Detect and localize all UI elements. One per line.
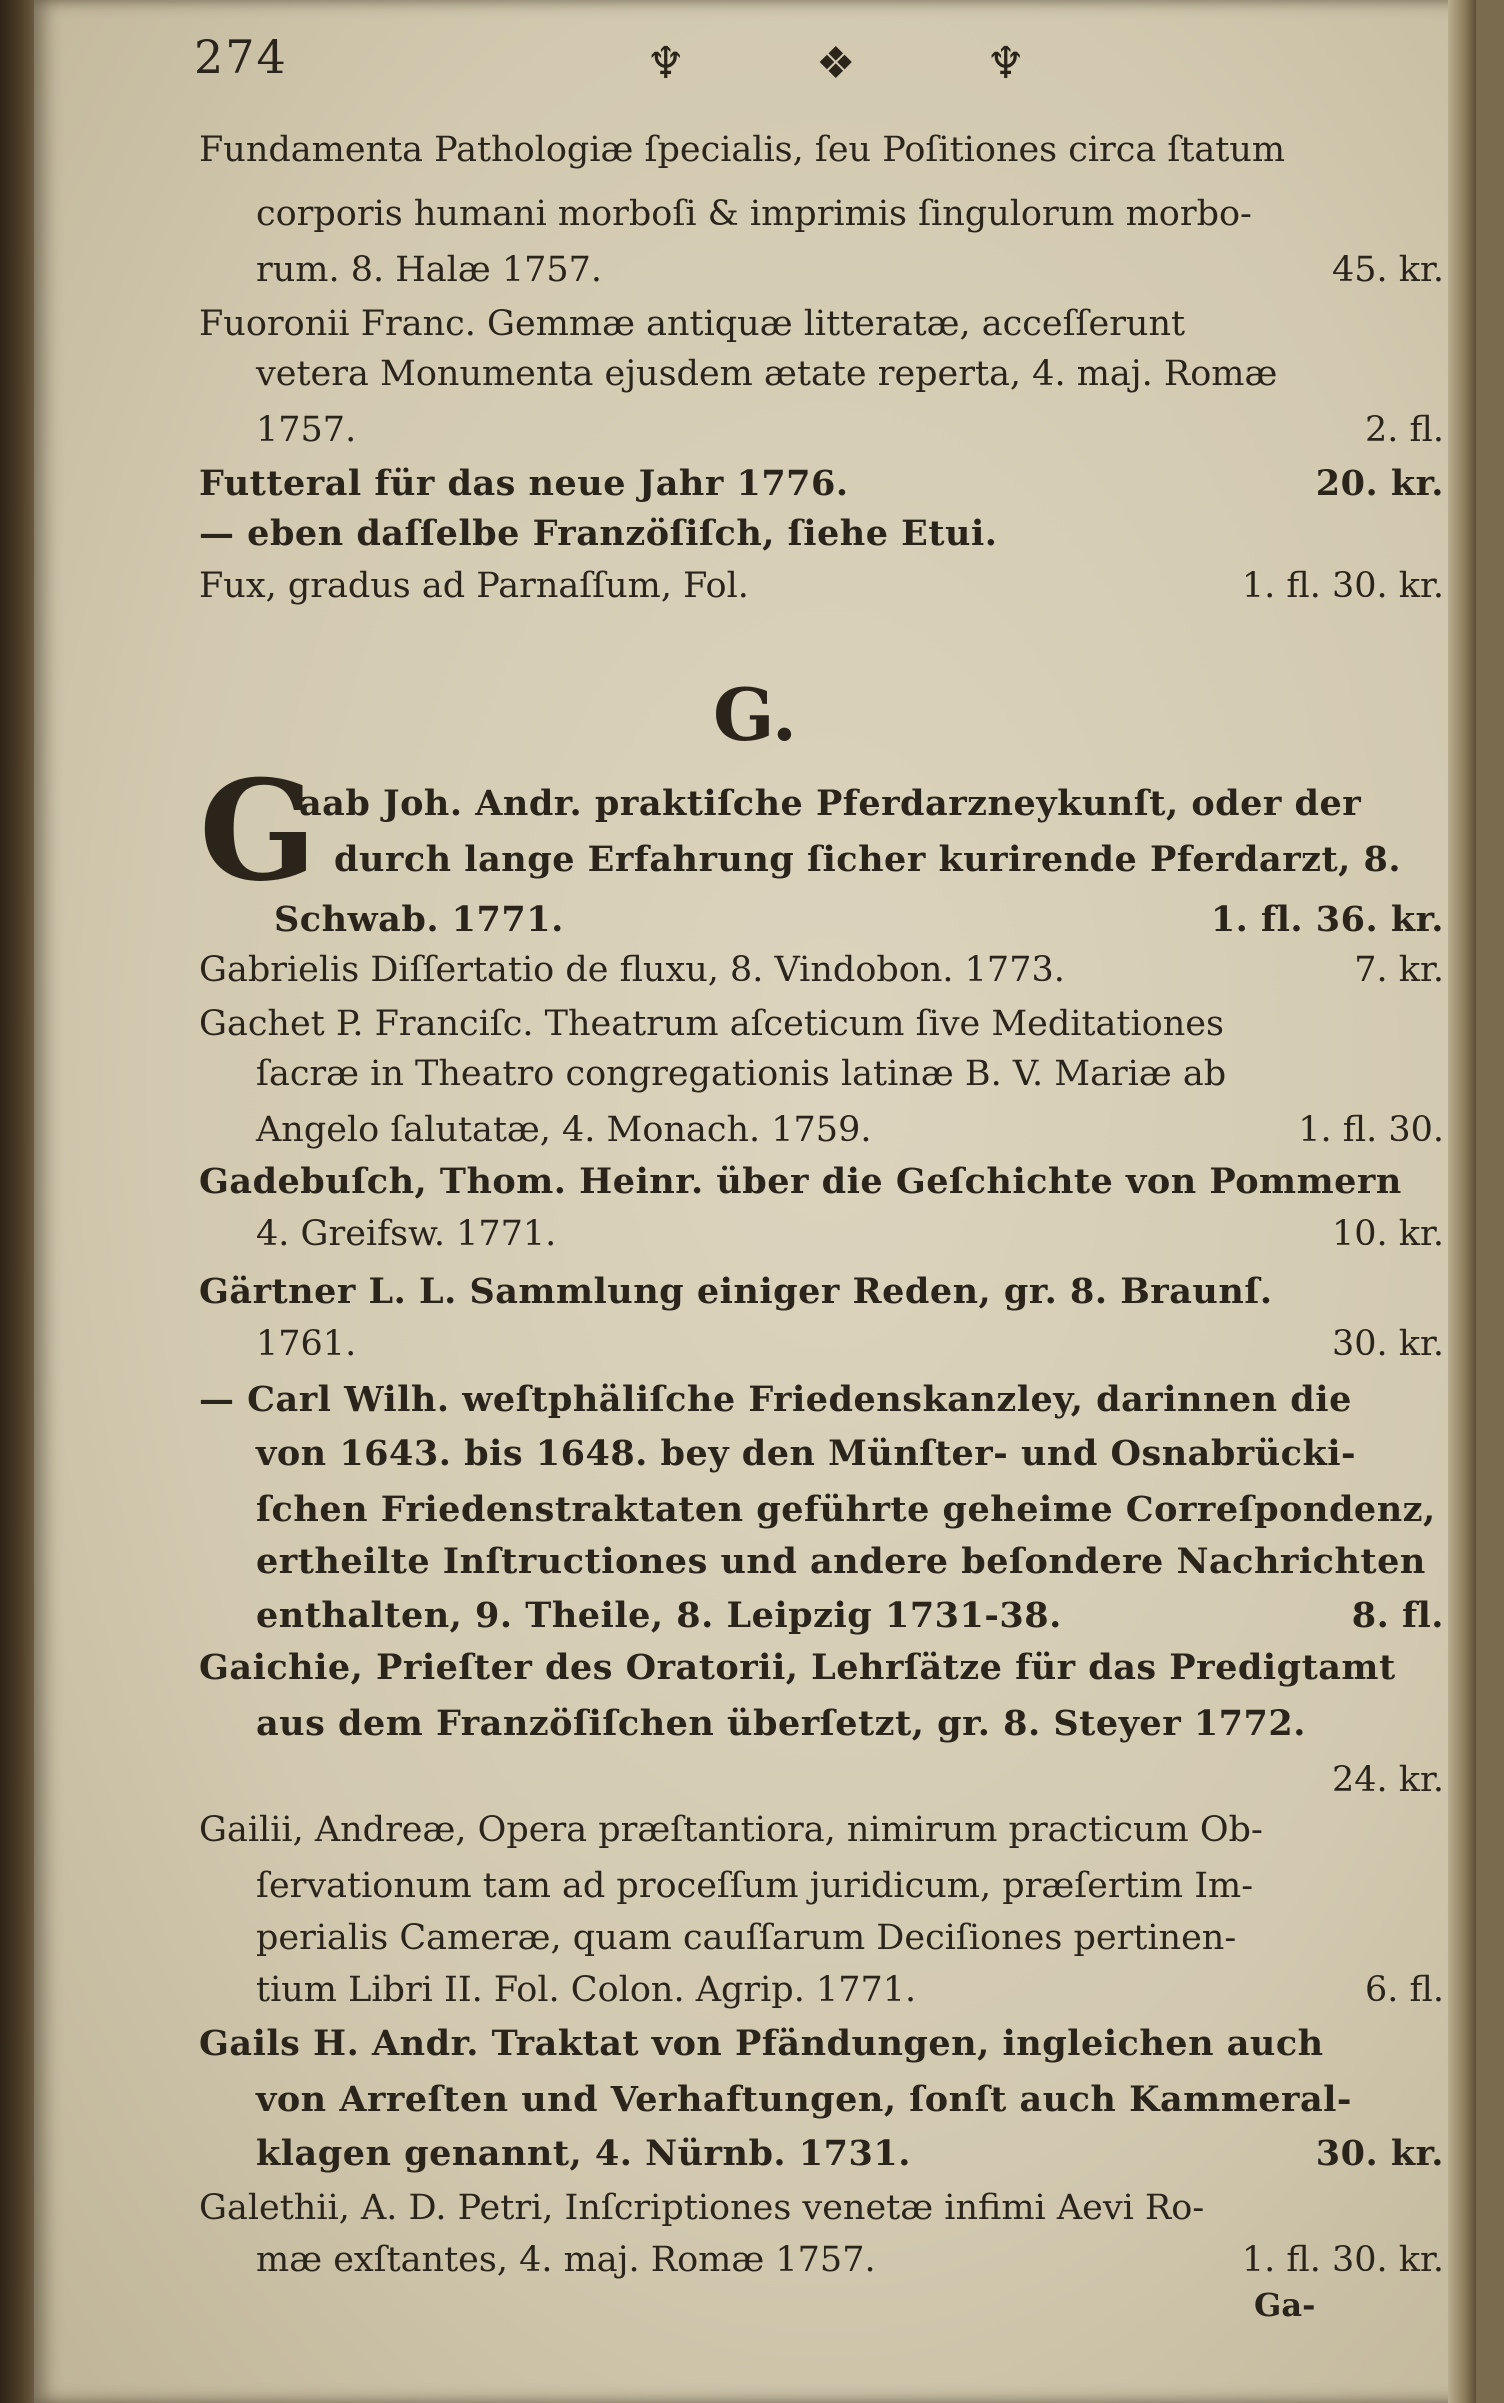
entry-text: — Carl Wilh. weſtphäliſche Friedenskanzley, darinnen die [199, 1379, 1352, 1420]
entry-line [256, 2132, 1444, 2176]
entry-line [256, 352, 1444, 396]
entry-line [199, 1270, 1444, 1314]
entry-line [199, 302, 1444, 346]
catalog-entries [34, 0, 1476, 2403]
entry-price: 1. fl. 36. kr. [1210, 899, 1444, 940]
entry-price: 30. kr. [1331, 1324, 1444, 1364]
entry-text: tium Libri II. Fol. Colon. Agrip. 1771. [256, 1970, 917, 2010]
entry-line [199, 2022, 1444, 2066]
entry-line [199, 1160, 1444, 1204]
entry-text: Gails H. Andr. Traktat von Pfändungen, ingleichen auch [199, 2023, 1324, 2064]
page-number: 274 [194, 30, 288, 84]
entry-line [256, 1594, 1444, 1638]
entry-text: von 1643. bis 1648. bey den Münſter- und Osnabrücki- [256, 1433, 1357, 1474]
entry-line [256, 1108, 1444, 1152]
entry-line [199, 512, 1444, 556]
entry-text: klagen genannt, 4. Nürnb. 1731. [256, 2133, 911, 2174]
entry-line [199, 2186, 1444, 2230]
entry-text: Galethii, A. D. Petri, Inſcriptiones venetæ infimi Aevi Ro- [199, 2188, 1205, 2228]
entry-text: corporis humani morboſi & imprimis ſingulorum morbo- [256, 194, 1252, 234]
entry-line [256, 1864, 1444, 1908]
entry-price: 2. fl. [1365, 410, 1444, 450]
entry-price: 24. kr. [1331, 1760, 1444, 1800]
entry-line [199, 1646, 1444, 1690]
entry-line [256, 1968, 1444, 2012]
entry-price: 1. fl. 30. [1298, 1110, 1444, 1150]
entry-text: Gachet P. Franciſc. Theatrum aſceticum ſive Meditationes [199, 1004, 1224, 1044]
entry-text: — eben daſſelbe Franzöſiſch, ſiehe Etui. [199, 513, 998, 554]
entry-text: Fundamenta Pathologiæ ſpecialis, ſeu Poſitiones circa ſtatum [199, 130, 1286, 170]
ornament-left-icon: ♆ [646, 38, 686, 89]
entry-text: ſchen Friedenstraktaten geführte geheime Correſpondenz, [256, 1489, 1436, 1530]
entry-text: Gadebuſch, Thom. Heinr. über die Geſchichte von Pommern [199, 1161, 1402, 1202]
entry-price: 30. kr. [1315, 2133, 1444, 2174]
entry-line [256, 1212, 1444, 1256]
entry-line [256, 1052, 1444, 1096]
entry-line [256, 1916, 1444, 1960]
entry-text: durch lange Erfahrung ſicher kurirende Pferdarzt, 8. [334, 839, 1402, 880]
entry-text: Gaichie, Prieſter des Oratorii, Lehrſätze für das Predigtamt [199, 1647, 1396, 1688]
entry-text: Angelo ſalutatæ, 4. Monach. 1759. [256, 1110, 872, 1150]
entry-price: 45. kr. [1331, 250, 1444, 290]
entry-line [256, 1322, 1444, 1366]
entry-line [256, 192, 1444, 236]
entry-text: Fuoronii Franc. Gemmæ antiquæ litteratæ, acceſſerunt [199, 304, 1186, 344]
entry-line [199, 128, 1444, 172]
entry-price: 10. kr. [1331, 1214, 1444, 1254]
entry-line [199, 1378, 1444, 1422]
entry-price: 1. fl. 30. kr. [1241, 2240, 1444, 2280]
ornament-center-icon: ❖ [816, 38, 856, 89]
catchword: Ga- [1254, 2286, 1316, 2324]
entry-line [334, 838, 1444, 882]
entry-text: ertheilte Inſtructiones und andere beſondere Nachrichten [256, 1541, 1426, 1582]
entry-text: Gabrielis Diſſertatio de fluxu, 8. Vindobon. 1773. [199, 950, 1065, 990]
entry-text: enthalten, 9. Theile, 8. Leipzig 1731-38. [256, 1595, 1062, 1636]
entry-line [274, 898, 1444, 942]
entry-price: 8. fl. [1351, 1595, 1444, 1636]
entry-text: Gärtner L. L. Sammlung einiger Reden, gr. 8. Braunſ. [199, 1271, 1273, 1312]
book-page [34, 0, 1476, 2403]
entry-price: 7. kr. [1354, 950, 1444, 990]
entry-line [199, 1002, 1444, 1046]
entry-text: rum. 8. Halæ 1757. [256, 250, 603, 290]
entry-text: 1757. [256, 410, 357, 450]
entry-line [256, 1488, 1444, 1532]
entry-text: perialis Cameræ, quam cauſſarum Deciſiones pertinen- [256, 1918, 1237, 1958]
entry-line [199, 564, 1444, 608]
entry-text: ſervationum tam ad proceſſum juridicum, præſertim Im- [256, 1866, 1254, 1906]
ornament-right-icon: ♆ [986, 38, 1026, 89]
page-edge [1448, 0, 1476, 2403]
entry-line [256, 408, 1444, 452]
entry-line [256, 2078, 1444, 2122]
entry-line [299, 782, 1444, 826]
entry-text: 4. Greifsw. 1771. [256, 1214, 557, 1254]
entry-text: mæ exſtantes, 4. maj. Romæ 1757. [256, 2240, 876, 2280]
entry-line [199, 462, 1444, 506]
entry-text: aus dem Franzöſiſchen überſetzt, gr. 8. Steyer 1772. [256, 1703, 1306, 1744]
book-binding-gutter [0, 0, 34, 2403]
drop-cap: G [199, 749, 317, 912]
entry-text: Fux, gradus ad Parnaſſum, Fol. [199, 566, 749, 606]
entry-line [199, 1808, 1444, 1852]
entry-line [256, 1702, 1444, 1746]
entry-price: 1. fl. 30. kr. [1241, 566, 1444, 606]
entry-line [256, 2238, 1444, 2282]
entry-price: 20. kr. [1315, 463, 1444, 504]
entry-text: Schwab. 1771. [274, 899, 564, 940]
section-heading: G. [713, 672, 797, 757]
entry-line [199, 948, 1444, 992]
entry-line [256, 1540, 1444, 1584]
entry-text: ſacræ in Theatro congregationis latinæ B. V. Mariæ ab [256, 1054, 1227, 1094]
entry-line [256, 1432, 1444, 1476]
entry-text: 1761. [256, 1324, 357, 1364]
entry-text: aab Joh. Andr. praktiſche Pferdarzneykunſt, oder der [299, 783, 1362, 824]
entry-text: vetera Monumenta ejusdem ætate reperta, 4. maj. Romæ [256, 354, 1278, 394]
entry-line [256, 248, 1444, 292]
entry-text: Futteral für das neue Jahr 1776. [199, 463, 849, 504]
entry-text: Gailii, Andreæ, Opera præſtantiora, nimirum practicum Ob- [199, 1810, 1263, 1850]
entry-price: 6. fl. [1365, 1970, 1444, 2010]
entry-text: von Arreſten und Verhaftungen, ſonſt auch Kammeral- [256, 2079, 1352, 2120]
